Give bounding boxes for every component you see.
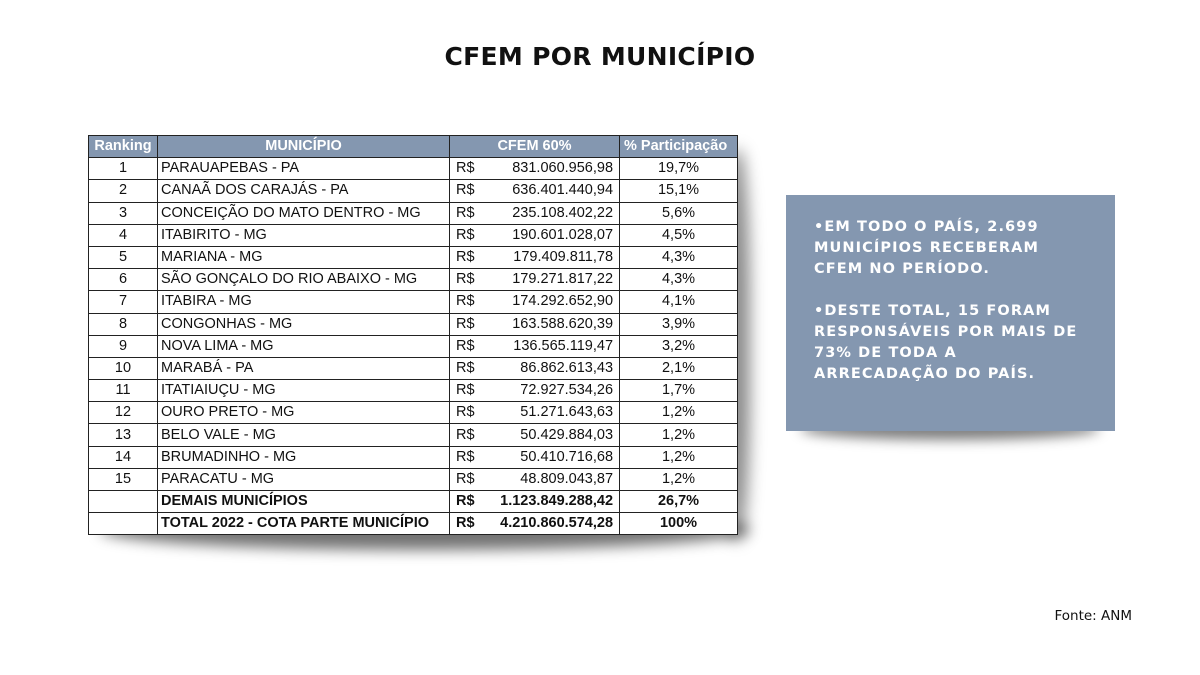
currency-cell: R$ [450, 313, 481, 335]
rank-cell [89, 491, 158, 513]
note-bullet-1: •EM TODO O PAÍS, 2.699 MUNICÍPIOS RECEBERAM CFEM NO PERÍODO. [814, 219, 1039, 277]
municipio-cell: PARACATU - MG [158, 468, 450, 490]
rank-cell: 13 [89, 424, 158, 446]
table-row [89, 246, 738, 268]
municipio-cell: CONCEIÇÃO DO MATO DENTRO - MG [158, 202, 450, 224]
participacao-cell: 1,2% [620, 468, 738, 490]
value-cell: 174.292.652,90 [481, 291, 620, 313]
currency-cell: R$ [450, 357, 481, 379]
page-title: CFEM POR MUNICÍPIO [444, 42, 756, 71]
header-cfem: CFEM 60% [450, 136, 620, 158]
value-cell: 179.271.817,22 [481, 269, 620, 291]
currency-cell: R$ [450, 158, 481, 180]
municipio-cell: BELO VALE - MG [158, 424, 450, 446]
participacao-cell: 1,2% [620, 446, 738, 468]
currency-cell: R$ [450, 402, 481, 424]
municipio-cell: ITABIRA - MG [158, 291, 450, 313]
value-cell: 636.401.440,94 [481, 180, 620, 202]
currency-cell: R$ [450, 380, 481, 402]
municipio-cell: CANAÃ DOS CARAJÁS - PA [158, 180, 450, 202]
value-cell: 86.862.613,43 [481, 357, 620, 379]
participacao-cell: 3,2% [620, 335, 738, 357]
table-row [89, 269, 738, 291]
rank-cell: 9 [89, 335, 158, 357]
municipio-cell: OURO PRETO - MG [158, 402, 450, 424]
table-row [89, 424, 738, 446]
table-row [89, 180, 738, 202]
source-label: Fonte: ANM [1054, 608, 1132, 624]
note-bullet-2: •DESTE TOTAL, 15 FORAM RESPONSÁVEIS POR MAIS DE 73% DE TODA A ARRECADAÇÃO DO PAÍS. [814, 303, 1078, 382]
participacao-cell: 4,3% [620, 269, 738, 291]
value-cell: 136.565.119,47 [481, 335, 620, 357]
table-header-row [89, 136, 738, 158]
table-row [89, 224, 738, 246]
value-cell: 163.588.620,39 [481, 313, 620, 335]
rank-cell: 2 [89, 180, 158, 202]
rank-cell: 3 [89, 202, 158, 224]
rank-cell: 14 [89, 446, 158, 468]
participacao-cell: 15,1% [620, 180, 738, 202]
header-participacao: % Participação [620, 136, 738, 158]
rank-cell: 12 [89, 402, 158, 424]
currency-cell: R$ [450, 335, 481, 357]
rank-cell: 4 [89, 224, 158, 246]
table-row [89, 313, 738, 335]
participacao-cell: 3,9% [620, 313, 738, 335]
value-cell: 831.060.956,98 [481, 158, 620, 180]
rank-cell: 1 [89, 158, 158, 180]
participacao-cell: 5,6% [620, 202, 738, 224]
summary-row [89, 513, 738, 535]
value-cell: 4.210.860.574,28 [481, 513, 620, 535]
value-cell: 72.927.534,26 [481, 380, 620, 402]
participacao-cell: 4,5% [620, 224, 738, 246]
municipio-cell: ITATIAIUÇU - MG [158, 380, 450, 402]
cfem-ranking-table [88, 135, 738, 535]
currency-cell: R$ [450, 446, 481, 468]
rank-cell: 10 [89, 357, 158, 379]
participacao-cell: 2,1% [620, 357, 738, 379]
table-row [89, 291, 738, 313]
header-ranking: Ranking [89, 136, 158, 158]
header-municipio: MUNICÍPIO [158, 136, 450, 158]
rank-cell: 7 [89, 291, 158, 313]
currency-cell: R$ [450, 513, 481, 535]
table-row [89, 335, 738, 357]
table-row [89, 446, 738, 468]
value-cell: 50.429.884,03 [481, 424, 620, 446]
table-row [89, 357, 738, 379]
municipio-cell: ITABIRITO - MG [158, 224, 450, 246]
participacao-cell: 26,7% [620, 491, 738, 513]
participacao-cell: 19,7% [620, 158, 738, 180]
municipio-cell: BRUMADINHO - MG [158, 446, 450, 468]
table-row [89, 158, 738, 180]
rank-cell: 15 [89, 468, 158, 490]
rank-cell: 8 [89, 313, 158, 335]
municipio-cell: CONGONHAS - MG [158, 313, 450, 335]
currency-cell: R$ [450, 468, 481, 490]
value-cell: 1.123.849.288,42 [481, 491, 620, 513]
rank-cell [89, 513, 158, 535]
rank-cell: 6 [89, 269, 158, 291]
value-cell: 235.108.402,22 [481, 202, 620, 224]
currency-cell: R$ [450, 246, 481, 268]
currency-cell: R$ [450, 224, 481, 246]
currency-cell: R$ [450, 291, 481, 313]
municipio-cell: PARAUAPEBAS - PA [158, 158, 450, 180]
value-cell: 51.271.643,63 [481, 402, 620, 424]
municipio-cell: MARABÁ - PA [158, 357, 450, 379]
rank-cell: 11 [89, 380, 158, 402]
participacao-cell: 100% [620, 513, 738, 535]
value-cell: 50.410.716,68 [481, 446, 620, 468]
municipio-cell: NOVA LIMA - MG [158, 335, 450, 357]
info-note-box [786, 195, 1115, 431]
ranking-table-container [88, 135, 737, 535]
table-row [89, 202, 738, 224]
currency-cell: R$ [450, 424, 481, 446]
participacao-cell: 4,1% [620, 291, 738, 313]
currency-cell: R$ [450, 491, 481, 513]
currency-cell: R$ [450, 202, 481, 224]
table-row [89, 402, 738, 424]
municipio-cell: DEMAIS MUNICÍPIOS [158, 491, 450, 513]
rank-cell: 5 [89, 246, 158, 268]
currency-cell: R$ [450, 180, 481, 202]
municipio-cell: MARIANA - MG [158, 246, 450, 268]
participacao-cell: 1,2% [620, 424, 738, 446]
participacao-cell: 4,3% [620, 246, 738, 268]
value-cell: 190.601.028,07 [481, 224, 620, 246]
value-cell: 48.809.043,87 [481, 468, 620, 490]
participacao-cell: 1,7% [620, 380, 738, 402]
table-row [89, 468, 738, 490]
value-cell: 179.409.811,78 [481, 246, 620, 268]
municipio-cell: SÃO GONÇALO DO RIO ABAIXO - MG [158, 269, 450, 291]
currency-cell: R$ [450, 269, 481, 291]
participacao-cell: 1,2% [620, 402, 738, 424]
table-row [89, 380, 738, 402]
municipio-cell: TOTAL 2022 - COTA PARTE MUNICÍPIO [158, 513, 450, 535]
summary-row [89, 491, 738, 513]
table-body [89, 158, 738, 535]
